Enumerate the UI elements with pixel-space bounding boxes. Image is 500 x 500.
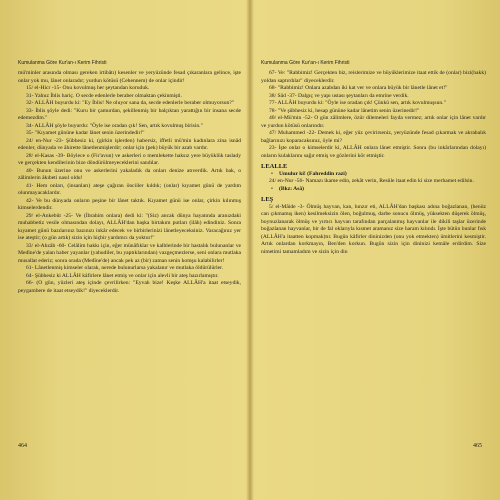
left-paragraph: 33- İblis şöyle dedi: "Kuru bir çamurdan, şekillenmiş bir balçıktan yarattığın bir insana secde edemezdim.": [18, 107, 241, 121]
right-paragraph: 68- "Rabbimiz! Onlara azabdan iki kat ver ve onlara büyük bir lânetle lânet et!": [269, 85, 448, 91]
left-paragraph: 42- Ve bu dünyada onların peşine bir lânet taktık. Kıyamet günü ise onlar, çirkin kılınmış kimselerdendir.: [18, 197, 241, 211]
left-paragraph: 15/ el-Hicr -15- Onu kovulmuş her şeytandan koruduk.: [26, 85, 150, 91]
left-paragraph: 35- "Kıyamet gününe kadar lânet senin üzerindedir!": [26, 130, 145, 136]
left-running-head: Kumulanma Göre Kur'an-ı Kerim Fihristi: [18, 60, 107, 66]
left-paragraph: 66- (O gün, yüzleri ateş içinde çevrilirken: "Eyvah bize! Keşke ALLÂH'a itaat etseydik, peygambere de itaat etseydik!" diyeceklerdir.: [18, 280, 241, 294]
right-paragraph: 47/ Muhammed -22- Demek ki, eğer yüz çevirirseniz, yeryüzünde fesad çıkarmak ve akrabalık bağlarınızı koparacaksınız, öyle mi?: [261, 130, 486, 144]
left-paragraph: 64- Şübhesiz ki ALLÂH kâfirlere lânet etmiş ve onlar için alevli bir ateş hazırlamıştır.: [26, 272, 219, 279]
left-paragraph: 29/ el-Ankebût -25- Ve (İbrahim onlara) dedi ki: "(Siz) ancak dünya hayatında aranızdaki muhabbetiz vesile olmasından dolayı, ALLÂH'dan başka birtakım putları (ilâh) edindiniz. Sonra kıyamet günü bazılarınız bazınızı inkâr edecek ve birbirlerinizi lânetleyeceksiniz. Varacağınız yer ise ateştir; (o gün artık) sizin için hiçbir yardımcı da yoktur!": [18, 212, 241, 241]
right-page-body: [261, 70, 486, 256]
right-paragraph: 67- Ve: "Rabbimiz! Gerçekten biz, reislerimize ve büyüklerimize itaat ettik de (onlar) bizi(hakk) yoldan saptırdılar" diyeceklerdir.: [261, 70, 486, 84]
left-paragraph: 31- Yalnız İblis hariç. O secde edenlerle beraber olmaktan çekinmişti.: [26, 92, 182, 99]
right-paragraph: 23- İşte onlar o kimselerdir ki, ALLÂH onlara lânet etmiştir. Sonra (bu inkârlarından dolayı) onların kulaklarını sağır etmiş ve gözlerini kör etmiştir.: [261, 145, 486, 159]
section-title: LEALLE: [261, 163, 288, 170]
left-paragraph: 32- ALLÂH buyurdu ki: "Ey İblis! Ne oluyor sana da, secde edenlerle beraber olmuyorsun?": [26, 100, 235, 106]
left-paragraph: 41- Hem onları, (insanları) ateşe çağıran önciiler kıldık; (onlar) kıyamet günü de yardım olunmayacaklardır.: [18, 182, 241, 196]
bullet-item: [261, 186, 486, 194]
left-paragraph: 61- Lânetlenmiş kimseler olarak, nerede bulunurlarsa yakalanır ve mutlaka öldürülürler.: [26, 265, 224, 271]
bullet-item: [261, 171, 486, 179]
left-paragraph: 40- Bunun üzerine onu ve askerlerini yakaladık da onları denize atıverdik. Artık bak, o zâlimlerin âkıbeti nasıl oldu!: [18, 167, 241, 181]
right-page: [261, 60, 486, 430]
bullet-text: (Bkz: Asâ): [279, 185, 305, 192]
right-paragraph: 78- "Ve şübhesiz ki, hesap gününe kadar lânetim senin üzerinedir!": [269, 107, 420, 114]
left-page-body: [18, 70, 241, 295]
left-paragraph: 34- ALLÂH şöyle buyurdu: "Öyle ise oradan çık! Sen, artık kovulmuş birisin.": [26, 122, 203, 129]
right-page-number: 465: [473, 443, 482, 449]
right-paragraph: 77- ALLÂH buyurdu ki: "Öyle ise oradan çık! Çünkü sen, artık kovulmuşsun.": [269, 100, 446, 106]
left-paragraph: 28/ el-Kasas -39- Böylece o (Fir'avun) ve askerleri o memlekette haksız yere büyüklük taslady ve gerçekten kendilerinin bize döndürülmeyeceklerini sandılar.: [18, 152, 241, 166]
left-paragraph: mü'minler arasında olması gereken irtibâtı) kesenler ve yeryüzünde fesad çıkaranlara gelince, işte onlar yok mu, lânet onlaradır; yurdun kötüsü (Cehennem) de onlar içindir!: [18, 70, 241, 84]
right-paragraph: 5/ el-Mâide -3- Ölmüş hayvan, kan, hınzır eti, ALLÂH'dan başkası adına boğazlanan, (henüz can çıkmamış iken) kesilmeksizin ölen, boğulmuş, darbe sonucu ölmüş, yüksekten düşerek ölmüş, boynuzlanarak ölmüş ve yırtıcı hayvan tarafından parçalanmış hayvanlar ile dikili taşlar üzerinde boğazlanan hayvanlar, bir de fal oklarıyla kısmet aramanız size haram kılındı. İşte bütün bunlar fısk (ALLÂH'a itaatten kopmak)tır. Bugün kâfirler dininizden (onu yok etmekten) ümitlerini kesmiştir. Artık onlardan korkmayın, Ben'den korkun. Bugün sizin için dininizi kemâle erdirdim. Size nimetimi tamamladım ve sizin için din: [261, 203, 486, 255]
left-page: [18, 60, 241, 430]
right-paragraph: 40/ el-Mü'min -52- O gün zâlimlere, özür dilemeleri fayda vermez; artık onlar için lânet vardır ve yurdun kötüsü onlarındır.: [261, 115, 486, 129]
section-title: LEŞ: [261, 196, 274, 203]
left-page-number: 464: [18, 443, 27, 449]
left-paragraph: 33/ el-Ahzâb -60- Celâlim hakkı için, eğer münâfıklar ve kalblerinde bir hastalık bulunanlar ve Medîne'de yalan haber yayanlar (yahudiler, bu yaptıklarından) vazgeçmezlerse, seni onlara mutlaka musallat ederiz; sonra orada (Medîne'de) ancak pek az (bir) zaman senin komşu kalabilirler!: [18, 242, 241, 264]
bullet-icon: •: [271, 185, 273, 192]
bullet-text: Umulur ki! (Fahreddin razi): [279, 170, 347, 177]
right-running-head: Kumulanma Göre Kur'an-ı Kerim Fihristi: [261, 60, 350, 66]
right-paragraph: 24/ en-Nur -56- Namazı ikame edin, zekât verin, Resûle itaat edin ki size merhamet edilsin.: [269, 178, 474, 184]
left-paragraph: 24/ en-Nur -23- Şübhesiz ki, (girkin işlerden) habersiz, iffetli mü'min kadınlara zina isnâd edenler, dünyada ve âhirette lânetlenmişlerdir; onlar için (pek) büyük bir azab vardır.: [18, 137, 241, 151]
bullet-icon: •: [271, 170, 273, 177]
right-paragraph: 38/ Sâd -37- Dalgıç ve yapı ustası şeytanları da emrine verdik.: [269, 92, 409, 99]
